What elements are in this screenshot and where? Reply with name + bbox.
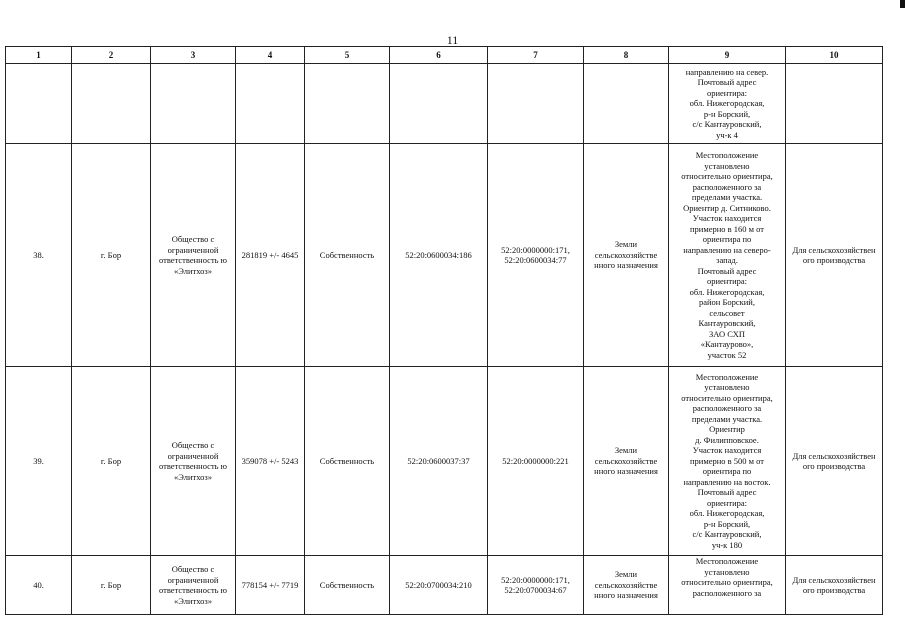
column-header: 1: [6, 47, 72, 64]
cadastral-number-cell: 52:20:0600034:186: [390, 144, 488, 367]
column-header: 4: [236, 47, 305, 64]
right-cell: Собственность: [305, 367, 390, 556]
municipality-cell: г. Бор: [72, 556, 151, 615]
page-number: 11: [446, 33, 459, 47]
column-header: 3: [151, 47, 236, 64]
location-cell: Местоположение установлено относительно ориентира, расположенного за: [669, 556, 786, 615]
row-number: 39.: [6, 367, 72, 556]
column-header: 5: [305, 47, 390, 64]
right-cell: Собственность: [305, 556, 390, 615]
header-row: [6, 47, 883, 64]
column-header: 10: [786, 47, 883, 64]
owner-cell: Общество с ограниченной ответственность ю «Элитхоз»: [151, 144, 236, 367]
row-number: 40.: [6, 556, 72, 615]
cadastral-number-cell: 52:20:0600037:37: [390, 367, 488, 556]
related-numbers-cell: 52:20:0000000:171, 52:20:0700034:67: [488, 556, 584, 615]
land-category-cell: Земли сельскохозяйстве нного назначения: [584, 556, 669, 615]
related-numbers-cell: 52:20:0000000:171, 52:20:0600034:77: [488, 144, 584, 367]
location-cell: направлению на север. Почтовый адрес ориентира: обл. Нижегородская, р-н Борский, с/с Кантауровский, уч-к 4: [669, 64, 786, 144]
location-cell: Местоположение установлено относительно ориентира, расположенного за пределами участка. Ориентир д. Филипповское. Участок находится примерно в 500 м от ориентира по направлению на восток. Почтовый адрес ориентира: обл. Нижегородская, р-н Борский, с/с Кантауровский, уч-к 180: [669, 367, 786, 556]
owner-cell: Общество с ограниченной ответственность ю «Элитхоз»: [151, 556, 236, 615]
municipality-cell: г. Бор: [72, 367, 151, 556]
location-cell: Местоположение установлено относительно ориентира, расположенного за пределами участка. Ориентир д. Ситниково. Участок находится примерно в 160 м от ориентира по направлению на северо- запад. Почтовый адрес ориентира: обл. Нижегородская, район Борский, сельсовет Кантауровский, ЗАО СХП «Кантаурово», участок 52: [669, 144, 786, 367]
land-use-cell: Для сельскохозяйствен ого производства: [786, 556, 883, 615]
row-number: 38.: [6, 144, 72, 367]
land-category-cell: Земли сельскохозяйстве нного назначения: [584, 367, 669, 556]
right-cell: Собственность: [305, 144, 390, 367]
municipality-cell: г. Бор: [72, 144, 151, 367]
column-header: 2: [72, 47, 151, 64]
owner-cell: Общество с ограниченной ответственность ю «Элитхоз»: [151, 367, 236, 556]
area-cell: 359078 +/- 5243: [236, 367, 305, 556]
area-cell: 778154 +/- 7719: [236, 556, 305, 615]
cadastral-number-cell: 52:20:0700034:210: [390, 556, 488, 615]
column-header: 6: [390, 47, 488, 64]
corner-mark: [900, 0, 905, 8]
land-use-cell: Для сельскохозяйствен ого производства: [786, 144, 883, 367]
area-cell: 281819 +/- 4645: [236, 144, 305, 367]
table-row: [6, 367, 883, 556]
table-row: [6, 144, 883, 367]
land-use-cell: Для сельскохозяйствен ого производства: [786, 367, 883, 556]
column-header: 7: [488, 47, 584, 64]
table-row-continuation: [6, 64, 883, 144]
land-plots-table: [5, 46, 883, 615]
table-row: [6, 556, 883, 615]
column-header: 8: [584, 47, 669, 64]
column-header: 9: [669, 47, 786, 64]
related-numbers-cell: 52:20:0000000:221: [488, 367, 584, 556]
land-category-cell: Земли сельскохозяйстве нного назначения: [584, 144, 669, 367]
